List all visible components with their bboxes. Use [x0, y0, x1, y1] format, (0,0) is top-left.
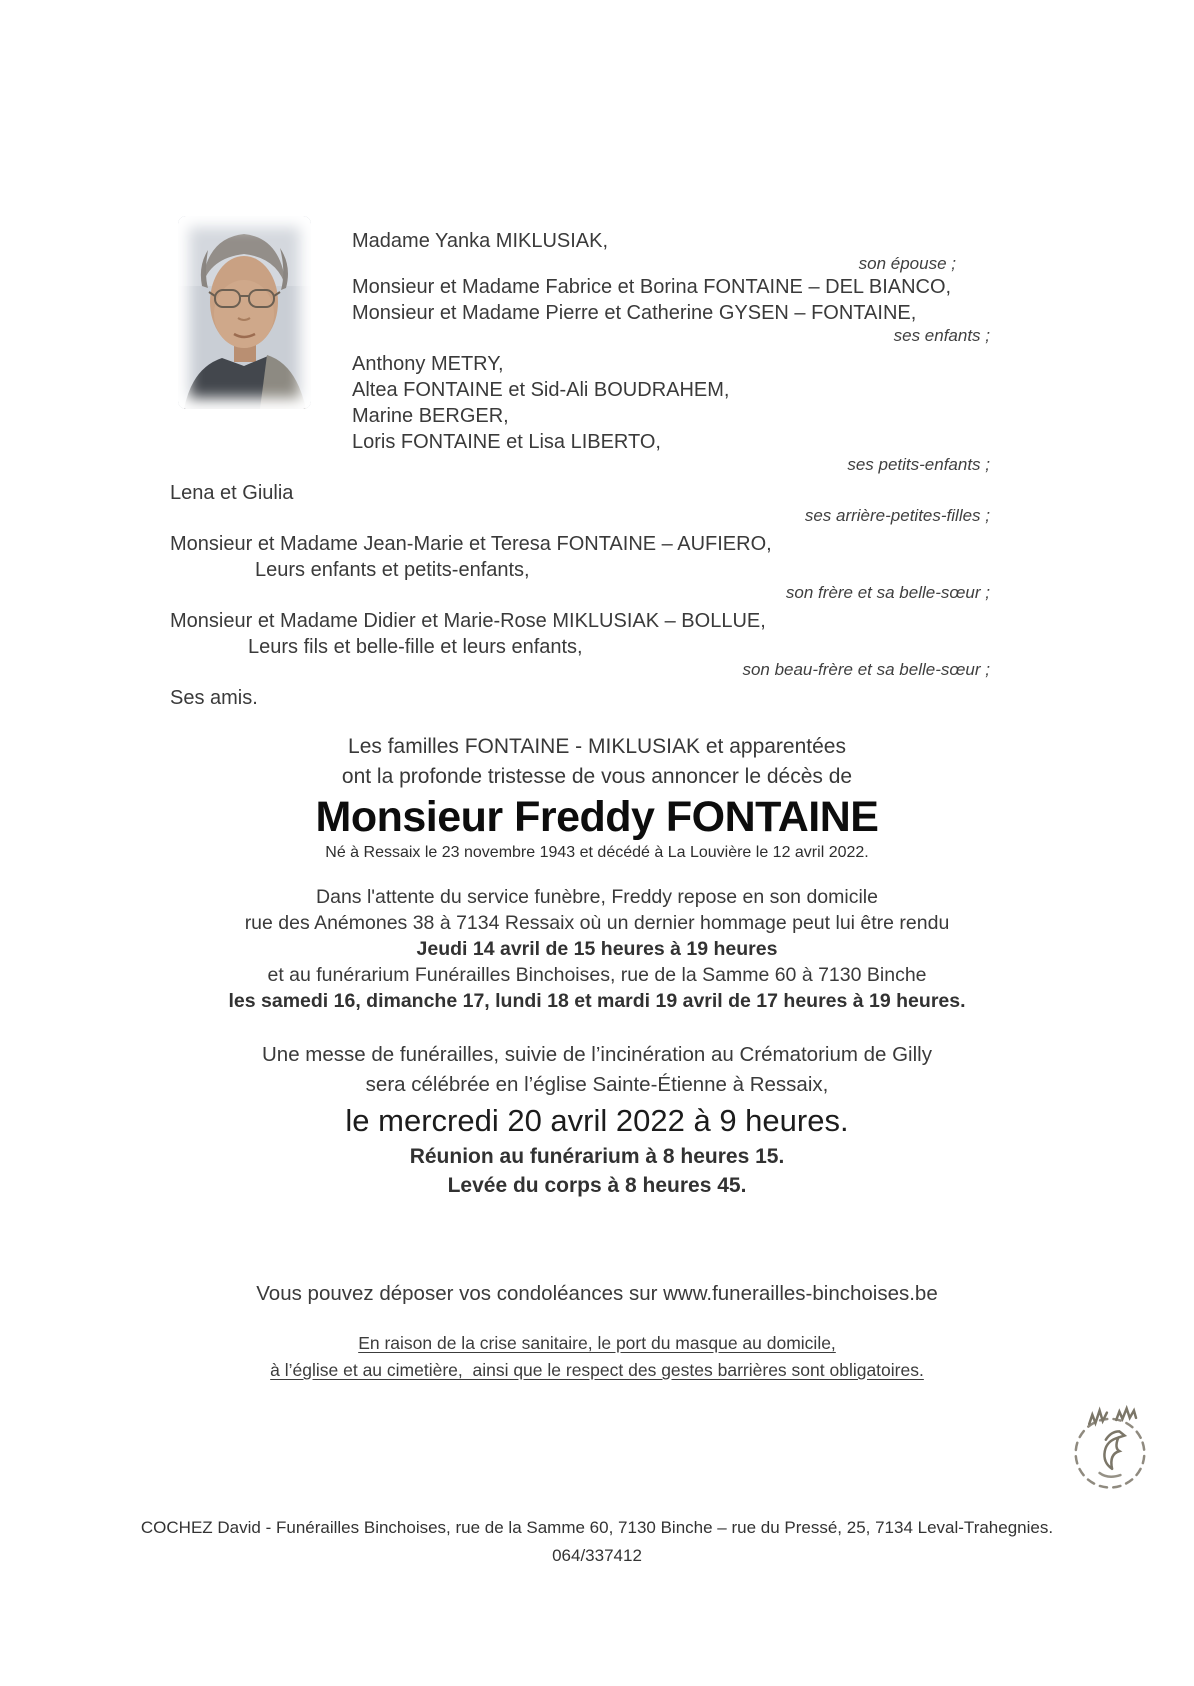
mourner-line-spouse: Madame Yanka MIKLUSIAK,	[352, 230, 609, 252]
repose-block	[0, 884, 1194, 1014]
deceased-name: Monsieur Freddy FONTAINE	[315, 793, 879, 841]
sanitary-line: à l’église et au cimetière, ainsi que le respect des gestes barrières sont obligatoires.	[270, 1360, 924, 1380]
repose-line: Dans l'attente du service funèbre, Freddy repose en son domicile	[316, 886, 878, 908]
mourner-line-great-granddaughters: Lena et Giulia	[170, 482, 294, 504]
announcement-block	[0, 732, 1194, 863]
relation-label-great-granddaughters: ses arrière-petites-filles ;	[804, 506, 990, 525]
mourner-line-child: Monsieur et Madame Pierre et Catherine GYSEN – FONTAINE,	[352, 302, 917, 324]
service-mass: Une messe de funérailles, suivie de l’incinération au Crématorium de Gilly	[262, 1043, 932, 1066]
relation-label-brother: son frère et sa belle-sœur ;	[785, 583, 990, 602]
service-date: le mercredi 20 avril 2022 à 9 heures.	[345, 1103, 849, 1138]
mourner-line-brother: Leurs enfants et petits-enfants,	[255, 559, 530, 581]
funeral-home-phone: 064/337412	[552, 1546, 642, 1565]
repose-funerarium: et au funérarium Funérailles Binchoises, rue de la Samme 60 à 7130 Binche	[267, 964, 927, 986]
mourner-line-friends: Ses amis.	[170, 687, 258, 709]
mourner-line-brother: Monsieur et Madame Jean-Marie et Teresa FONTAINE – AUFIERO,	[170, 533, 772, 555]
sanitary-line: En raison de la crise sanitaire, le port du masque au domicile,	[358, 1333, 836, 1353]
mourner-line-grandchild: Loris FONTAINE et Lisa LIBERTO,	[352, 431, 661, 453]
service-block	[0, 1040, 1194, 1200]
announcement-families: Les familles FONTAINE - MIKLUSIAK et apparentées	[348, 735, 846, 758]
relation-label-brother-in-law: son beau-frère et sa belle-sœur ;	[742, 660, 990, 679]
mourner-line-brother-in-law: Leurs fils et belle-fille et leurs enfants,	[248, 636, 583, 658]
mourner-line-grandchild: Marine BERGER,	[352, 405, 509, 427]
dove-logo-image	[1058, 1396, 1162, 1500]
service-departure-time: Levée du corps à 8 heures 45.	[447, 1174, 747, 1197]
deceased-life-dates: Né à Ressaix le 23 novembre 1943 et décédé à La Louvière le 12 avril 2022.	[325, 844, 869, 861]
mourner-line-brother-in-law: Monsieur et Madame Didier et Marie-Rose MIKLUSIAK – BOLLUE,	[170, 610, 766, 632]
condolences-line: Vous pouvez déposer vos condoléances sur www.funerailles-binchoises.be	[256, 1282, 938, 1305]
funeral-home-footer	[0, 1514, 1194, 1570]
mourner-line-grandchild: Altea FONTAINE et Sid-Ali BOUDRAHEM,	[352, 379, 730, 401]
dove-sketch-logo	[1058, 1396, 1162, 1500]
repose-schedule-home: Jeudi 14 avril de 15 heures à 19 heures	[416, 938, 778, 960]
service-meeting-time: Réunion au funérarium à 8 heures 15.	[409, 1145, 785, 1168]
sanitary-notice	[0, 1330, 1194, 1384]
relation-label-children: ses enfants ;	[893, 326, 990, 345]
funeral-home-address: COCHEZ David - Funérailles Binchoises, rue de la Samme 60, 7130 Binche – rue du Pressé, 25, 7134 Leval-Trahegnies.	[140, 1518, 1054, 1537]
repose-schedule-funerarium: les samedi 16, dimanche 17, lundi 18 et mardi 19 avril de 17 heures à 19 heures.	[228, 990, 966, 1012]
repose-address: rue des Anémones 38 à 7134 Ressaix où un dernier hommage peut lui être rendu	[244, 912, 950, 934]
relation-label-grandchildren: ses petits-enfants ;	[847, 455, 990, 474]
relation-label-spouse: son épouse ;	[858, 254, 956, 273]
mourner-line-child: Monsieur et Madame Fabrice et Borina FONTAINE – DEL BIANCO,	[352, 276, 952, 298]
family-list	[0, 228, 1194, 711]
announcement-sadness: ont la profonde tristesse de vous annoncer le décès de	[341, 765, 853, 788]
service-church: sera célébrée en l’église Sainte-Étienne à Ressaix,	[365, 1073, 829, 1096]
mourner-line-grandchild: Anthony METRY,	[352, 353, 504, 375]
